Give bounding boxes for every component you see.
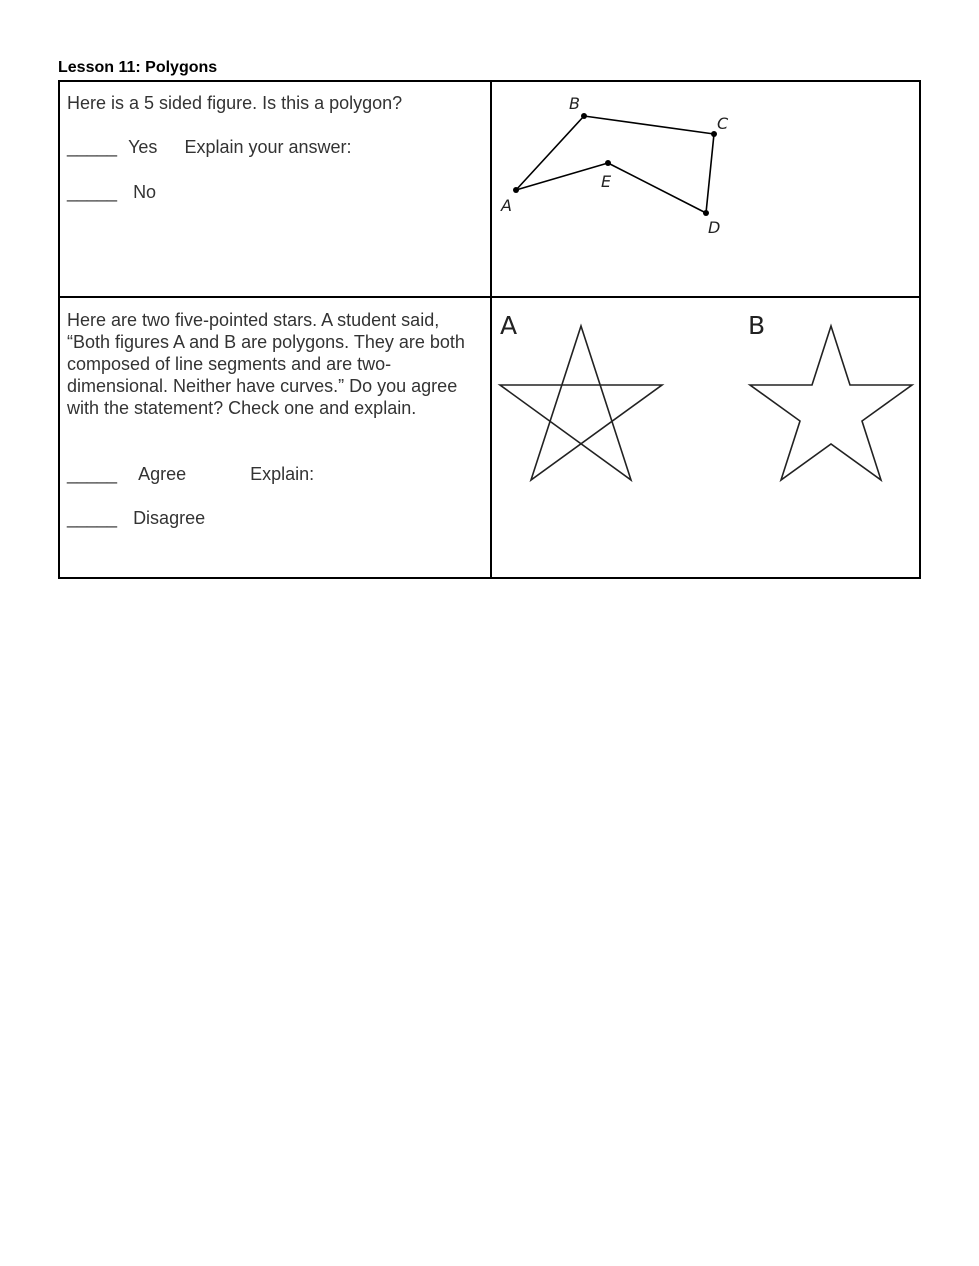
five-sided-figure-outline <box>516 116 714 213</box>
yes-label: Yes <box>128 137 158 157</box>
worksheet-table <box>58 80 921 579</box>
no-label: No <box>133 182 157 202</box>
question1-prompt: Here is a 5 sided figure. Is this a polygon? <box>67 93 403 113</box>
point-b-dot <box>581 113 587 119</box>
question2-prompt: Here are two five-pointed stars. A student said, “Both figures A and B are polygons. They are both composed of line segments and are two-dimensional. Neither have curves.” Do you agree with the statement? Check one and explain. <box>67 310 465 418</box>
star-a-pentagram <box>500 326 662 480</box>
question1-yes-row <box>67 136 352 158</box>
star-a-label: A <box>500 311 518 340</box>
point-d-dot <box>703 210 709 216</box>
pentagon-figure <box>492 82 921 296</box>
agree-label: Agree <box>138 464 187 484</box>
page-title: Lesson 11: Polygons <box>58 59 218 76</box>
point-a-dot <box>513 187 519 193</box>
no-answer-blank[interactable]: _____ <box>67 182 118 202</box>
question1-no-row <box>67 181 156 203</box>
star-b-outline <box>750 326 912 480</box>
question2-disagree-row <box>67 507 205 529</box>
point-d-label: D <box>708 218 721 237</box>
point-e-dot <box>605 160 611 166</box>
explain-label: Explain your answer: <box>184 137 352 157</box>
point-b-label: B <box>569 94 580 113</box>
question2-agree-row <box>67 463 314 485</box>
disagree-label: Disagree <box>133 508 206 528</box>
point-a-label: A <box>501 196 512 215</box>
stars-figure <box>492 298 921 579</box>
agree-answer-blank[interactable]: _____ <box>67 464 118 484</box>
disagree-answer-blank[interactable]: _____ <box>67 508 118 528</box>
point-c-label: C <box>717 114 729 133</box>
explain-label-2: Explain: <box>250 464 315 484</box>
point-e-label: E <box>601 172 612 191</box>
star-b-label: B <box>748 311 766 340</box>
yes-answer-blank[interactable]: _____ <box>67 137 118 157</box>
